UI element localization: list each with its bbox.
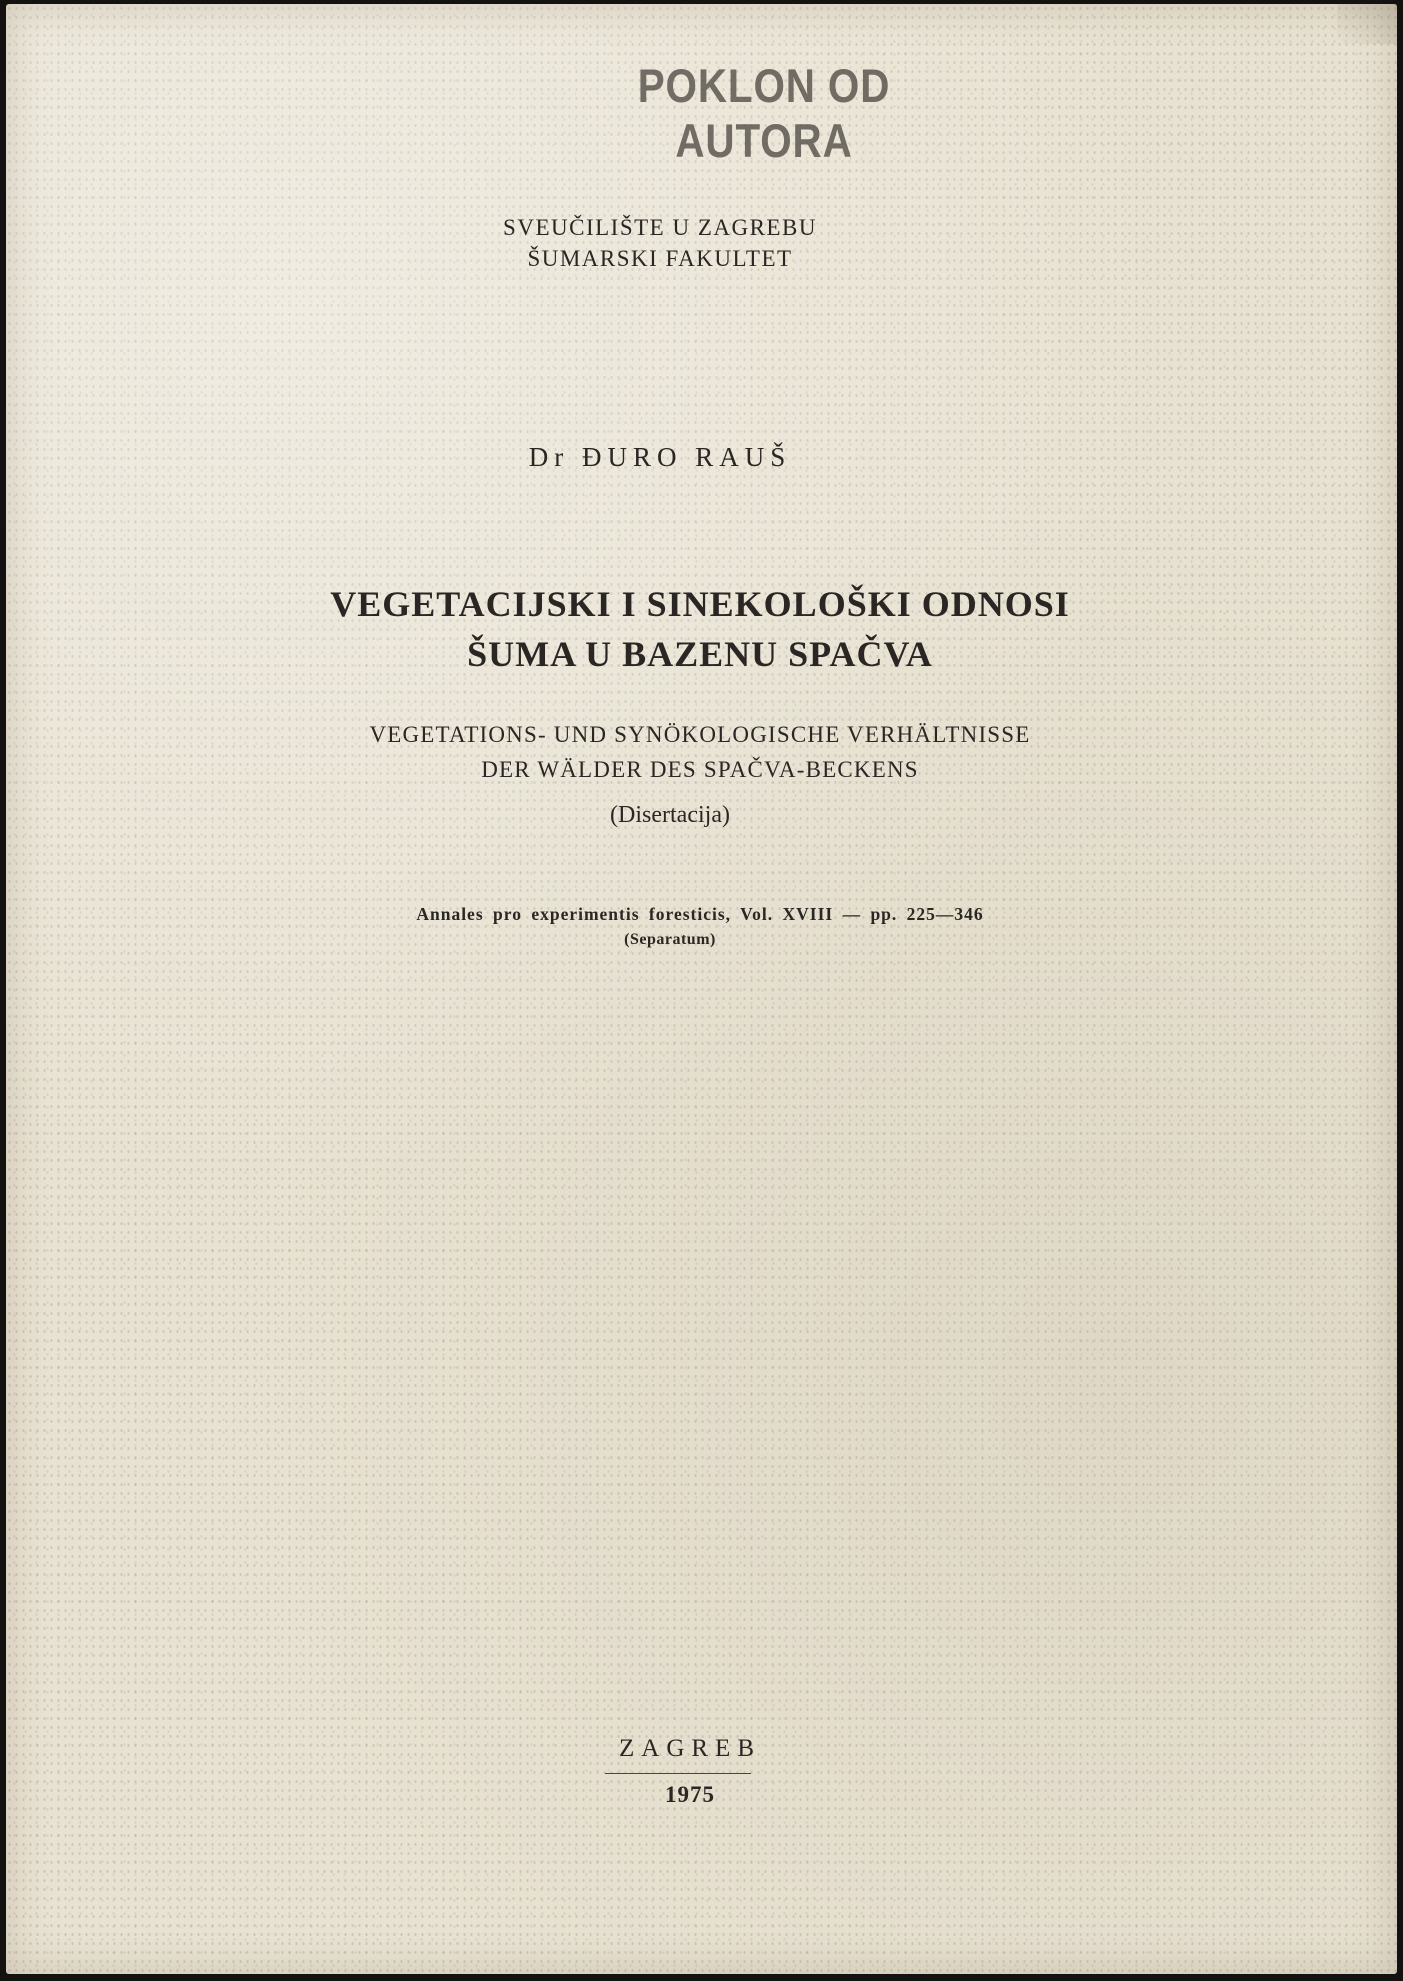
book-cover: [6, 4, 1397, 1974]
imprint-divider: [605, 1773, 751, 1774]
university-name: SVEUČILIŠTE U ZAGREBU: [503, 215, 817, 240]
corner-crease: [1337, 4, 1397, 44]
imprint-city: ZAGREB: [619, 1735, 761, 1762]
gift-stamp: POKLON OD AUTORA: [637, 59, 891, 167]
subtitle-line-1: VEGETATIONS- UND SYNÖKOLOGISCHE VERHÄLTNISSE: [369, 722, 1031, 747]
imprint-year: 1975: [665, 1782, 715, 1807]
title-line-1: VEGETACIJSKI I SINEKOLOŠKI ODNOSI: [330, 584, 1070, 624]
title-line-2: ŠUMA U BAZENU SPAČVA: [467, 634, 933, 674]
subtitle-line-2: DER WÄLDER DES SPAČVA-BECKENS: [481, 757, 919, 782]
work-type: (Disertacija): [610, 802, 730, 828]
separatum-label: (Separatum): [624, 931, 716, 948]
author-name: Dr ĐURO RAUŠ: [528, 442, 792, 472]
faculty-name: ŠUMARSKI FAKULTET: [527, 246, 793, 271]
journal-reference: Annales pro experimentis foresticis, Vol. XVIII — pp. 225—346: [416, 904, 984, 924]
